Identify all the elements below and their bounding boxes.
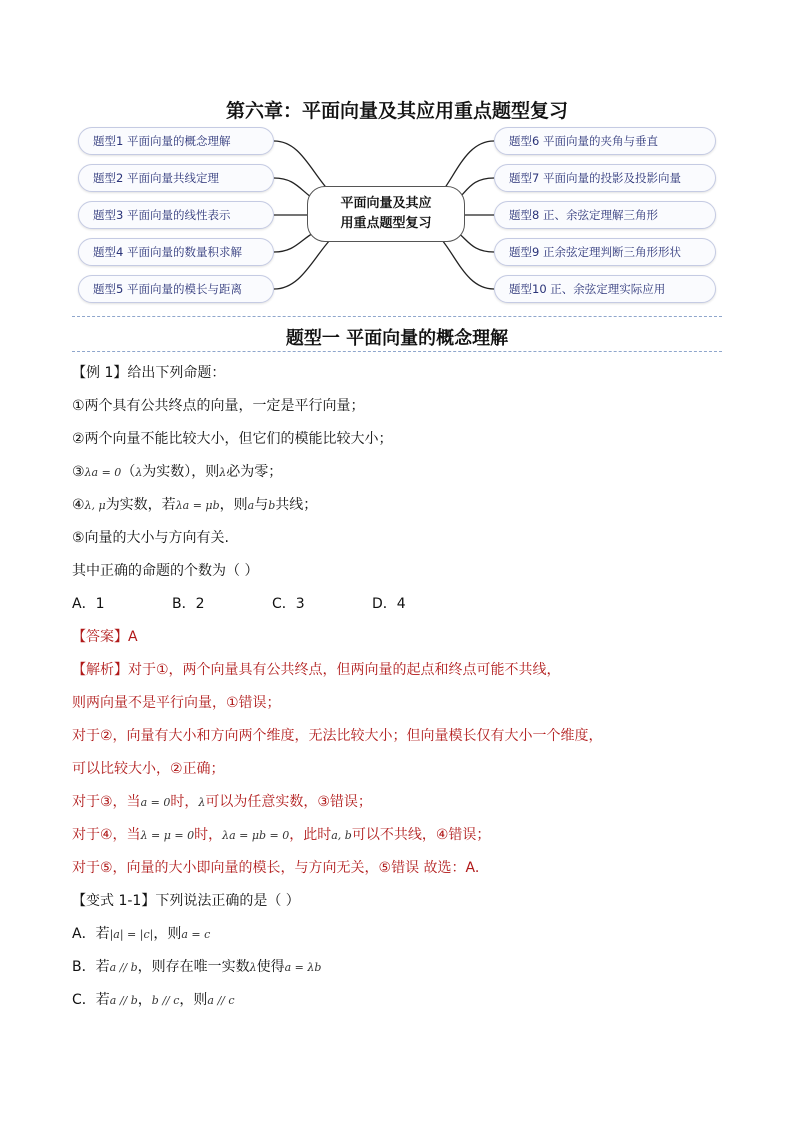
text: 可以不共线，④错误； <box>351 827 491 843</box>
center-node <box>307 186 465 242</box>
question: 其中正确的命题的个数为（ ） <box>72 563 259 579</box>
analysis-line-1: 【解析】对于①，两个向量具有公共终点，但两向量的起点和终点可能不共线， <box>72 662 561 678</box>
proposition-3 <box>72 461 282 481</box>
formula: |a| = |c| <box>109 928 154 941</box>
analysis-line-4: 可以比较大小，②正确； <box>72 761 225 777</box>
formula: a // c <box>207 994 235 1007</box>
analysis-line-3: 对于②，向量有大小和方向两个维度，无法比较大小；但向量模长仅有大小一个维度， <box>72 728 603 744</box>
options <box>72 593 472 613</box>
text: 为实数，若 <box>105 497 176 513</box>
formula: λa = μb = 0 <box>222 829 290 842</box>
formula: a = 0 <box>140 796 171 809</box>
topic-3: 题型3 平面向量的线性表示 <box>78 201 274 229</box>
variant-option-b <box>72 956 321 976</box>
formula: a, b <box>331 829 352 842</box>
section-title: 题型一 平面向量的概念理解 <box>285 328 509 349</box>
formula: λ, μ <box>84 499 106 512</box>
topic-5: 题型5 平面向量的模长与距离 <box>78 275 274 303</box>
analysis-line-2: 则两向量不是平行向量，①错误； <box>72 695 281 711</box>
text: ， <box>137 992 152 1008</box>
formula: a // b <box>109 994 138 1007</box>
divider-bottom <box>72 351 722 356</box>
text: ，则 <box>153 926 182 942</box>
variant-option-c <box>72 989 235 1009</box>
formula: a // b <box>109 961 138 974</box>
center-node-line-1: 平面向量及其应 <box>340 196 432 211</box>
topic-1: 题型1 平面向量的概念理解 <box>78 127 274 155</box>
example-heading: 【例 1】给出下列命题： <box>72 365 226 381</box>
text: ，则存在唯一实数 <box>137 959 250 975</box>
proposition-2: ②两个向量不能比较大小，但它们的模能比较大小； <box>72 431 393 447</box>
center-node-line-2: 用重点题型复习 <box>340 216 432 231</box>
proposition-5: ⑤向量的大小与方向有关. <box>72 530 230 546</box>
topic-2: 题型2 平面向量共线定理 <box>78 164 274 192</box>
text: ，此时 <box>289 827 332 843</box>
option-d: D．4 <box>372 596 406 612</box>
analysis-line-7: 对于⑤，向量的大小即向量的模长，与方向无关，⑤错误 故选：A. <box>72 860 480 876</box>
text: ，则 <box>179 992 208 1008</box>
text: （ <box>121 464 136 480</box>
text: 共线； <box>275 497 318 513</box>
text: 可以为任意实数，③错误； <box>205 794 372 810</box>
formula: b // c <box>151 994 180 1007</box>
answer: 【答案】A <box>72 629 138 645</box>
analysis-line-5 <box>72 791 372 811</box>
formula: λ = μ = 0 <box>140 829 195 842</box>
formula: b <box>268 499 276 512</box>
formula: λa = μb <box>175 499 220 512</box>
topic-7: 题型7 平面向量的投影及投影向量 <box>494 164 716 192</box>
formula: a <box>247 499 255 512</box>
text: B．若 <box>72 959 110 975</box>
topic-8: 题型8 正、余弦定理解三角形 <box>494 201 716 229</box>
mind-map <box>0 0 794 320</box>
option-a: A．1 <box>72 596 105 612</box>
topic-10: 题型10 正、余弦定理实际应用 <box>494 275 716 303</box>
formula: λ <box>135 466 143 479</box>
text: 与 <box>254 497 269 513</box>
formula: λa = 0 <box>84 466 122 479</box>
text: ，则 <box>219 497 248 513</box>
variant-option-a <box>72 923 210 943</box>
p3-num: ③ <box>72 464 85 480</box>
p4-num: ④ <box>72 497 85 513</box>
formula: λ <box>249 961 257 974</box>
page-title: 第六章：平面向量及其应用重点题型复习 <box>225 100 568 122</box>
proposition-1: ①两个具有公共终点的向量，一定是平行向量； <box>72 398 365 414</box>
text: 对于④，当 <box>72 827 141 843</box>
analysis-line-6 <box>72 824 490 844</box>
text: 必为零； <box>226 464 283 480</box>
formula: a = c <box>181 928 211 941</box>
text: A．若 <box>72 926 110 942</box>
text: 为实数），则 <box>142 464 220 480</box>
formula: λ <box>198 796 206 809</box>
option-c: C．3 <box>272 596 305 612</box>
formula: a = λb <box>284 961 322 974</box>
topic-6: 题型6 平面向量的夹角与垂直 <box>494 127 716 155</box>
text: 时， <box>170 794 199 810</box>
mind-map-connectors <box>0 0 794 320</box>
proposition-4 <box>72 494 317 514</box>
text: 对于③，当 <box>72 794 141 810</box>
formula: λ <box>219 466 227 479</box>
text: C．若 <box>72 992 110 1008</box>
text: 时， <box>194 827 223 843</box>
topic-4: 题型4 平面向量的数量积求解 <box>78 238 274 266</box>
divider-top <box>72 316 722 321</box>
variant-heading: 【变式 1-1】下列说法正确的是（ ） <box>72 893 300 909</box>
topic-9: 题型9 正余弦定理判断三角形形状 <box>494 238 716 266</box>
text: 使得 <box>256 959 285 975</box>
option-b: B．2 <box>172 596 205 612</box>
